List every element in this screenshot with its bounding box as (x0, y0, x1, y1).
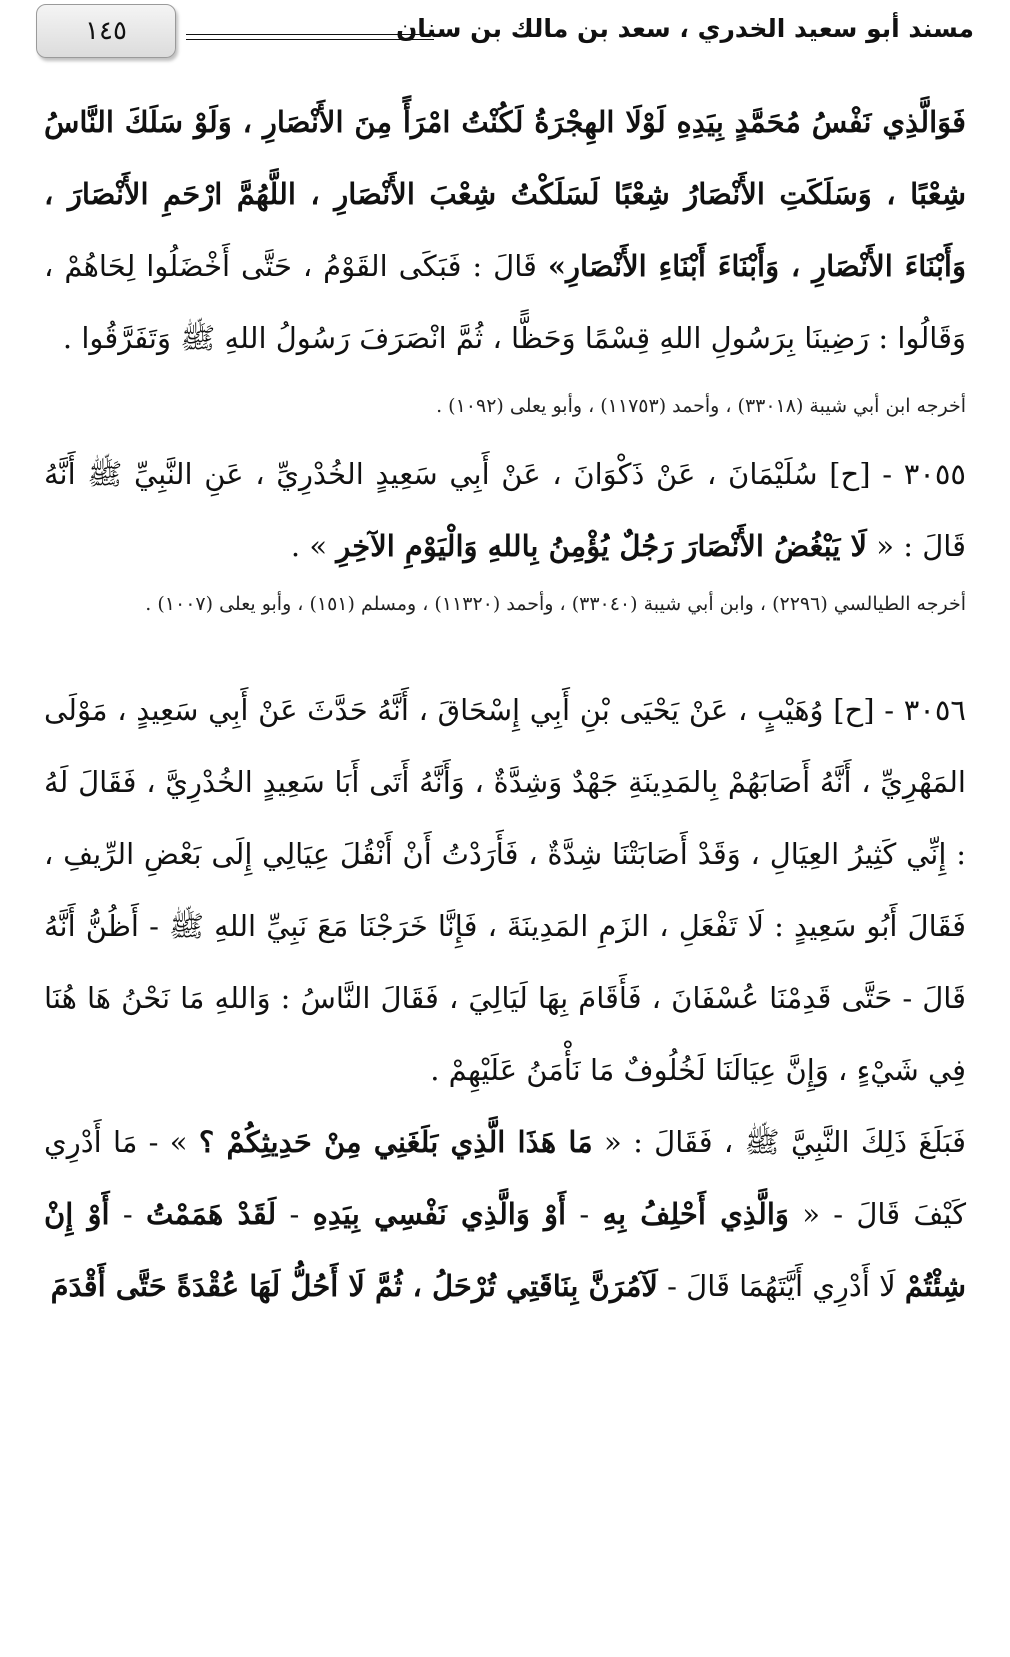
source-note-1: أخرجه ابن أبي شيبة (٣٣٠١٨) ، وأحمد (١١٧٥٣) ، وأبو يعلى (١٠٩٢) . (436, 395, 966, 417)
hadith-quote: فَوَالَّذِي نَفْسُ مُحَمَّدٍ بِيَدِهِ لَوْلَا الهِجْرَةُ لَكُنْتُ امْرَأً مِنَ الأَنْصَارِ ، وَلَوْ سَلَكَ النَّاسُ شِعْبًا ، وَسَلَكَتِ الأَنْصَارُ شِعْبًا لَسَلَكْتُ شِعْبَ الأَنْصَارِ ، اللَّهُمَّ ارْحَمِ الأَنْصَارَ ، وَأَبْنَاءَ الأَنْصَارِ ، وَأَبْنَاءَ أَبْنَاءِ الأَنْصَارِ» (44, 105, 966, 283)
hadith-quote: مَا هَذَا الَّذِي بَلَغَنِي مِنْ حَدِيثِكُمْ ؟ (198, 1125, 593, 1159)
narration-text: فَبَلَغَ ذَلِكَ النَّبِيَّ ﷺ ، فَقَالَ : « (592, 1125, 966, 1159)
hadith-quote: أَوْ إِنْ شِئْتُمْ (44, 1197, 966, 1303)
narration-text: - (566, 1197, 603, 1231)
narration-text: ٣٠٥٥ - [ح] سُلَيْمَانَ ، عَنْ ذَكْوَانَ ، عَنْ أَبِي سَعِيدٍ الخُدْرِيِّ ، عَنِ النَّبِيِّ ﷺ أَنَّهُ قَالَ : « (44, 457, 966, 563)
paragraph-hadith-3056: ٣٠٥٦ - [ح] وُهَيْبٍ ، عَنْ يَحْيَى بْنِ أَبِي إِسْحَاقَ ، أَنَّهُ حَدَّثَ عَنْ أَبِي سَعِيدٍ ، مَوْلَى المَهْرِيِّ ، أَنَّهُ أَصَابَهُمْ بِالمَدِينَةِ جَهْدٌ وَشِدَّةٌ ، وَأَنَّهُ أَتَى أَبَا سَعِيدٍ الخُدْرِيَّ ، فَقَالَ لَهُ : إِنِّي كَثِيرُ العِيَالِ ، وَقَدْ أَصَابَتْنَا شِدَّةٌ ، فَأَرَدْتُ أَنْ أَنْقُلَ عِيَالِي إِلَى بَعْضِ الرِّيفِ ، فَقَالَ أَبُو سَعِيدٍ : لَا تَفْعَلِ ، الزَمِ المَدِينَةَ ، فَإِنَّا خَرَجْنَا مَعَ نَبِيِّ اللهِ ﷺ - أَظُنُّ أَنَّهُ قَالَ - حَتَّى قَدِمْنَا عُسْفَانَ ، فَأَقَامَ بِهَا لَيَالِيَ ، فَقَالَ النَّاسُ : وَاللهِ مَا نَحْنُ هَا هُنَا فِي شَيْءٍ ، وَإِنَّ عِيَالَنَا لَخُلُوفٌ مَا نَأْمَنُ عَلَيْهِمْ . (44, 693, 966, 1087)
narration-text: » - مَا أَدْرِي كَيْفَ قَالَ - « (44, 1125, 966, 1231)
paragraph-hadith-3056-continued (44, 1106, 966, 1322)
hadith-quote: لَا يَبْغُضُ الأَنْصَارَ رَجُلٌ يُؤْمِنُ بِاللهِ وَالْيَوْمِ الآخِرِ (336, 529, 868, 563)
page-body (44, 86, 966, 1322)
source-note-2: أخرجه الطيالسي (٢٢٩٦) ، وابن أبي شيبة (٣٣٠٤٠) ، وأحمد (١١٣٢٠) ، ومسلم (١٥١) ، وأبو يعلى (١٠٠٧) . (145, 593, 966, 615)
narration-text: - (276, 1197, 313, 1231)
page-number: ١٤٥ (36, 4, 176, 58)
narration-text: - (109, 1197, 147, 1231)
hadith-quote: لَآمُرَنَّ بِنَاقَتِي تُرْحَلُ ، ثُمَّ لَا أَحُلُّ لَهَا عُقْدَةً حَتَّى أَقْدَمَ (50, 1269, 658, 1303)
hadith-quote: أَوْ وَالَّذِي نَفْسِي بِيَدِهِ (312, 1197, 567, 1231)
hadith-quote: وَالَّذِي أَحْلِفُ بِهِ (602, 1197, 789, 1231)
hadith-quote: لَقَدْ هَمَمْتُ (146, 1197, 277, 1231)
page-header (0, 0, 1010, 70)
running-head: مسند أبو سعيد الخدري ، سعد بن مالك بن سنان (395, 14, 974, 43)
narration-text: لَا أَدْرِي أَيَّتَهُمَا قَالَ - (657, 1269, 905, 1303)
narration-text: » . (290, 529, 337, 563)
paragraph-hadith-continuation (44, 86, 966, 374)
narration-text: قَالَ : فَبَكَى القَوْمُ ، حَتَّى أَخْضَلُوا لِحَاهُمْ ، وَقَالُوا : رَضِينَا بِرَسُولِ اللهِ قِسْمًا وَحَظًّا ، ثُمَّ انْصَرَفَ رَسُولُ اللهِ ﷺ وَتَفَرَّقُوا . (44, 249, 966, 355)
paragraph-hadith-3055 (44, 438, 966, 582)
